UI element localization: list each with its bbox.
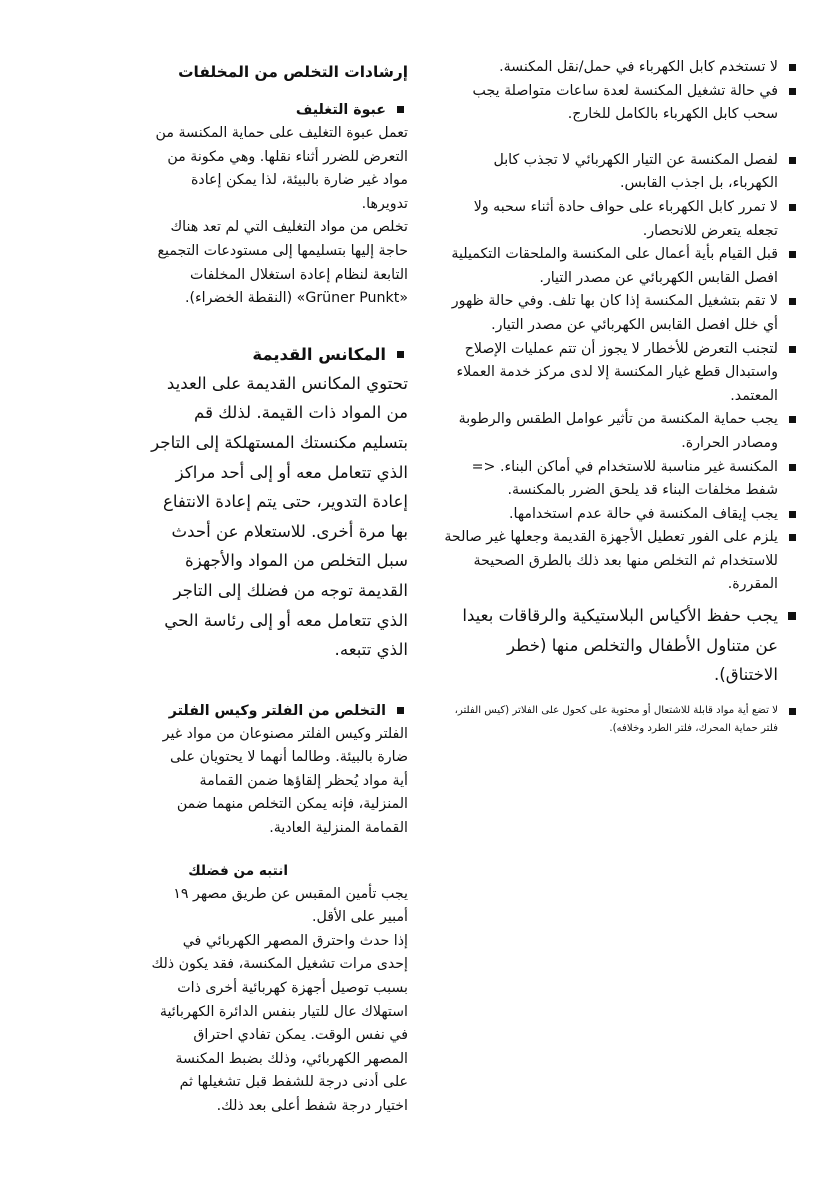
bullet-item xyxy=(440,56,800,80)
bullet-square-icon xyxy=(789,708,796,715)
attention-heading: انتبه من فضلك xyxy=(188,862,288,879)
filter-disposal-paragraph: الفلتر وكيس الفلتر مصنوعان من مواد غير ضارة بالبيئة. وطالما أنهما لا يحتويان على أية مواد يُحظر إلقاؤها ضمن القمامة المنزلية، فإنه يمكن التخلص منهما ضمن القمامة المنزلية العادية. xyxy=(162,725,408,837)
bullet-item xyxy=(440,456,800,503)
bullet-square-icon xyxy=(789,88,796,95)
bullet-text: لا تمرر كابل الكهرباء على حواف حادة أثناء سحبه ولا تجعله يتعرض للانحصار. xyxy=(473,198,778,239)
bullet-square-icon xyxy=(789,534,796,541)
attention-paragraph-1: يجب تأمين المقبس عن طريق مصهر ١٩ أمبير على الأقل. xyxy=(173,885,408,926)
bullet-text: لا تضع أية مواد قابلة للاشتعال أو محتوية على كحول على الفلاتر (كيس الفلتر، فلتر حماية المحرك، فلتر الطرد وخلافه). xyxy=(454,704,778,734)
packaging-paragraph-1: تعمل عبوة التغليف على حماية المكنسة من التعرض للضرر أثناء نقلها. وهي مكونة من مواد غير ضارة بالبيئة، لذا يمكن إعادة تدويرها. xyxy=(155,125,408,212)
bullet-item xyxy=(440,503,800,527)
bullet-item xyxy=(440,702,800,738)
bullet-text: لتجنب التعرض للأخطار لا يجوز أن تتم عمليات الإصلاح واستبدال قطع غيار المكنسة إلا لدى مركز خدمة العملاء المعتمد. xyxy=(456,340,778,404)
bullet-square-icon xyxy=(789,157,796,164)
bullet-text: المكنسة غير مناسبة للاستخدام في أماكن البناء. <= شفط مخلفات البناء قد يلحق الضرر بالمكنسة. xyxy=(471,458,778,499)
bullet-square-icon xyxy=(397,351,404,358)
bullet-square-icon xyxy=(789,64,796,71)
bullet-item xyxy=(440,80,800,127)
bullet-text: يجب حفظ الأكياس البلاستيكية والرقاقات بعيدا عن متناول الأطفال والتخلص منها (خطر الاختناق). xyxy=(462,606,778,685)
bullet-item xyxy=(440,196,800,243)
safety-instructions-column xyxy=(440,52,800,738)
old-vacuums-paragraph: تحتوي المكانس القديمة على العديد من المواد ذات القيمة. لذلك قم بتسليم مكنستك المستهلكة إلى التاجر الذي تتعامل معه أو إلى أحد مراكز إعادة التدوير، حتى يتم إعادة الانتفاع بها مرة أخرى. للاستعلام عن أحدث سبل التخلص من المواد والأجهزة القديمة توجه من فضلك إلى التاجر الذي تتعامل معه أو إلى رئاسة الحي الذي تتبعه. xyxy=(151,373,408,660)
bullet-text: لا تستخدم كابل الكهرباء في حمل/نقل المكنسة. xyxy=(499,59,778,75)
bullet-text: لا تقم بتشغيل المكنسة إذا كان بها تلف. وفي حالة ظهور أي خلل افصل القابس الكهربائي عن مصدر التيار. xyxy=(451,293,778,333)
old-vacuums-heading: المكانس القديمة xyxy=(150,341,408,369)
bullet-square-icon xyxy=(788,612,796,620)
bullet-square-icon xyxy=(789,251,796,258)
bullet-square-icon xyxy=(397,707,404,714)
bullet-square-icon xyxy=(397,106,404,113)
bullet-square-icon xyxy=(789,298,796,305)
packaging-section xyxy=(150,98,408,311)
bullet-square-icon xyxy=(789,511,796,518)
old-vacuums-section xyxy=(150,341,408,665)
bullet-item xyxy=(440,243,800,290)
section-title: إرشادات التخلص من المخلفات xyxy=(178,63,408,81)
attention-paragraph-2: إذا حدث واحترق المصهر الكهربائي في إحدى مرات تشغيل المكنسة، فقد يكون ذلك بسبب توصيل أجهزة كهربائية أخرى ذات استهلاك عال للتيار بنفس الدائرة الكهربائية في نفس الوقت. يمكن تفادي احتراق المصهر الكهربائي، وذلك بضبط المكنسة على أدنى درجة للشفط قبل تشغيلها ثم اختيار درجة شفط أعلى بعد ذلك. xyxy=(151,932,408,1114)
bullet-item xyxy=(440,338,800,409)
bullet-square-icon xyxy=(789,204,796,211)
attention-section xyxy=(150,859,408,1119)
bullet-square-icon xyxy=(789,346,796,353)
bullet-text: قبل القيام بأية أعمال على المكنسة والملحقات التكميلية افصل القابس الكهربائي عن مصدر التيار. xyxy=(451,246,778,286)
bullet-item xyxy=(440,601,800,690)
bullet-item xyxy=(440,149,800,196)
disposal-column xyxy=(150,52,408,1119)
packaging-paragraph-2: تخلص من مواد التغليف التي لم تعد هناك حاجة إليها بتسليمها إلى مستودعات التجميع التابعة لنظام إعادة استغلال المخلفات «Grüner Punkt» (النقطة الخضراء). xyxy=(157,219,408,307)
filter-disposal-heading: التخلص من الفلتر وكيس الفلتر xyxy=(150,699,408,723)
bullet-item xyxy=(440,526,800,597)
bullet-item xyxy=(440,290,800,337)
bullet-text: يجب حماية المكنسة من تأثير عوامل الطقس والرطوبة ومصادر الحرارة. xyxy=(458,411,778,451)
filter-disposal-section xyxy=(150,699,408,841)
bullet-square-icon xyxy=(789,464,796,471)
bullet-text: يلزم على الفور تعطيل الأجهزة القديمة وجعلها غير صالحة للاستخدام ثم التخلص منها بعد ذلك بالطرق الصحيحة المقررة. xyxy=(444,529,778,593)
bullet-text: يجب إيقاف المكنسة في حالة عدم استخدامها. xyxy=(509,505,778,522)
bullet-text: لفصل المكنسة عن التيار الكهربائي لا تجذب كابل الكهرباء، بل اجذب القابس. xyxy=(493,151,778,192)
packaging-heading: عبوة التغليف xyxy=(150,98,408,122)
bullet-text: في حالة تشغيل المكنسة لعدة ساعات متواصلة يجب سحب كابل الكهرباء بالكامل للخارج. xyxy=(472,82,778,123)
bullet-square-icon xyxy=(789,416,796,423)
bullet-item xyxy=(440,408,800,455)
